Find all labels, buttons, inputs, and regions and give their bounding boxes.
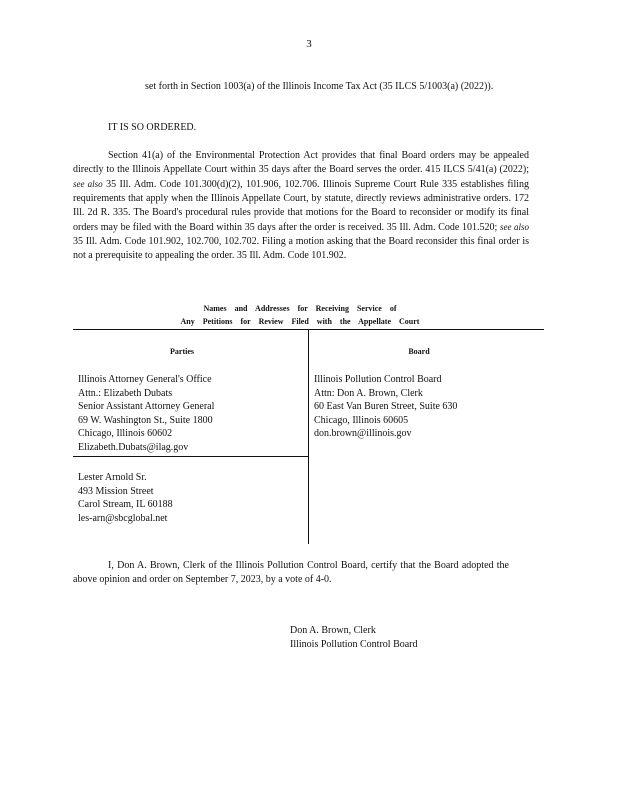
parties-row-divider: [73, 456, 308, 457]
appeal-text-part3: 35 Ill. Adm. Code 101.902, 102.700, 102.702. Filing a motion asking that the Board reconsider this final order is not a prerequisite to appealing the order. 35 Ill. Adm. Code 101.902.: [73, 236, 529, 261]
signer-name: Don A. Brown, Clerk: [290, 625, 376, 636]
address-line: 60 East Van Buren Street, Suite 630: [314, 401, 458, 412]
address-line: 69 W. Washington St., Suite 1800: [78, 414, 213, 426]
table-column-divider: [308, 329, 309, 544]
address-line: Chicago, Illinois 60605: [314, 414, 409, 426]
address-line: 493 Mission Street: [78, 485, 154, 497]
signature-block: [290, 624, 418, 652]
appeal-text-part2: 35 Ill. Adm. Code 101.300(d)(2), 101.906, 102.706. Illinois Supreme Court Rule 335 establishes filing requirements that apply when the Illinois Appellate Court, by statute, directly reviews administrative orders. 172 Ill. 2d R. 335. The Board's procedural rules provide that motions for the Board to reconsider or modify its final orders may be filed with the Board within 35 days after the order is received. 35 Ill. Adm. Code 101.520;: [73, 179, 530, 233]
so-ordered-line: IT IS SO ORDERED.: [108, 122, 197, 133]
continuation-paragraph: set forth in Section 1003(a) of the Illinois Income Tax Act (35 ILCS 5/1003(a) (2022)).: [145, 81, 494, 92]
party-attorney-general-address: [78, 373, 214, 454]
party-lester-arnold-address: [78, 471, 173, 525]
address-line: Attn: Don A. Brown, Clerk: [314, 387, 423, 399]
address-line: Illinois Attorney General's Office: [78, 374, 212, 385]
email-address: les-arn@sbcglobal.net: [78, 512, 168, 524]
board-column-heading: Board: [408, 347, 430, 356]
address-line: Illinois Pollution Control Board: [314, 374, 442, 385]
address-line: Lester Arnold Sr.: [78, 472, 147, 483]
address-line: Senior Assistant Attorney General: [78, 401, 215, 412]
signer-organization: Illinois Pollution Control Board: [290, 639, 418, 650]
see-also-signal-1: see also: [73, 179, 103, 189]
address-line: Attn.: Elizabeth Dubats: [78, 387, 173, 399]
email-address: don.brown@illinois.gov: [314, 428, 412, 439]
service-header-line-1: Names and Addresses for Receiving Service of: [203, 304, 397, 313]
appeal-rights-paragraph: [73, 149, 529, 263]
service-table-header: [150, 302, 450, 328]
page-number: 3: [306, 38, 312, 50]
board-address: [314, 373, 457, 441]
service-header-line-2: Any Petitions for Review Filed with the Appellate Court: [180, 317, 420, 326]
address-line: Carol Stream, IL 60188: [78, 499, 173, 510]
clerk-certification-paragraph: I, Don A. Brown, Clerk of the Illinois Pollution Control Board, certify that the Board adopted the above opinion and order on September 7, 2023, by a vote of 4-0.: [73, 560, 509, 585]
see-also-signal-2: see also: [500, 222, 529, 232]
address-line: Chicago, Illinois 60602: [78, 428, 173, 439]
email-address: Elizabeth.Dubats@ilag.gov: [78, 441, 189, 453]
parties-column-heading: Parties: [170, 347, 194, 356]
appeal-text-part1: Section 41(a) of the Environmental Protection Act provides that final Board orders may be appealed directly to the Illinois Appellate Court within 35 days after the Board serves the order. 415 ILCS 5/41(a) (2022);: [73, 150, 529, 175]
